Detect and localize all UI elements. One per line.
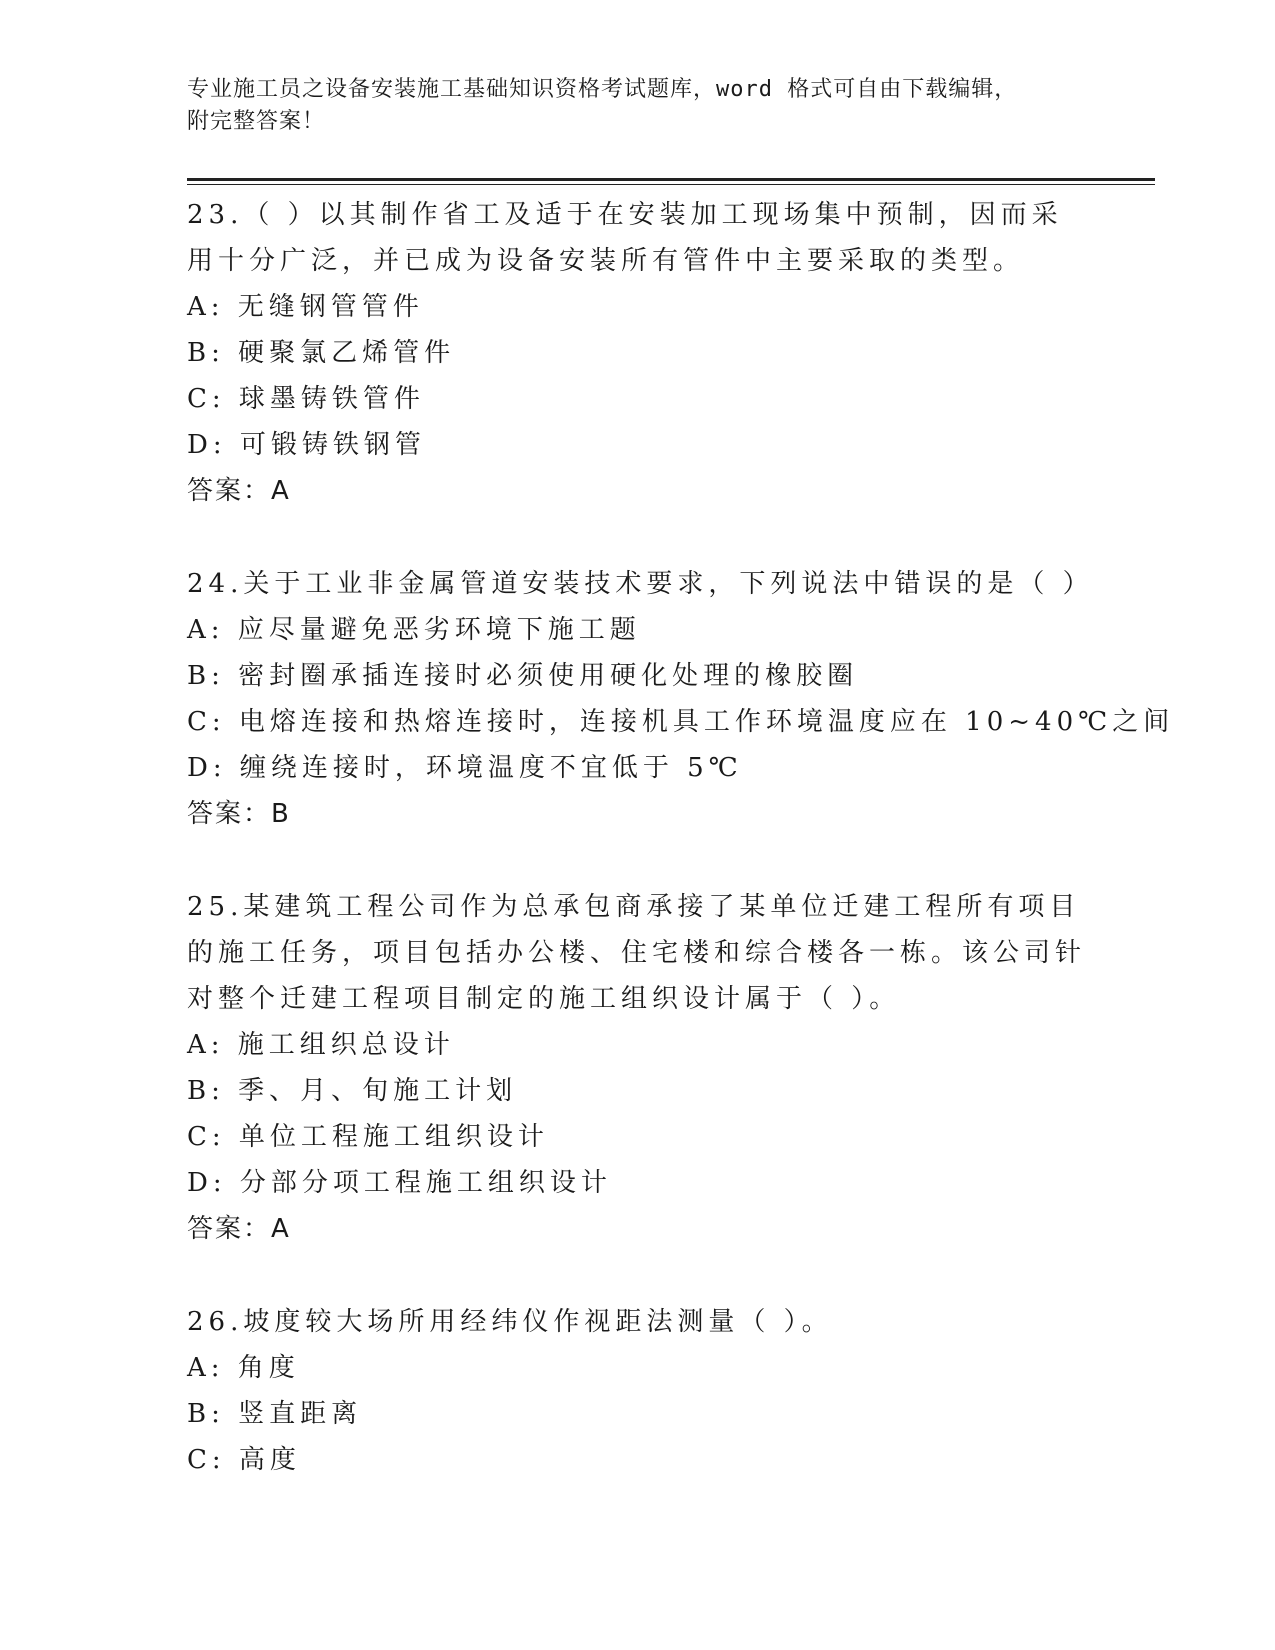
option-a: A: 无缝钢管管件 (187, 292, 424, 322)
option-c: C: 电熔连接和热熔连接时，连接机具工作环境温度应在 10~40℃之间 (187, 707, 1175, 737)
question-text: 25.某建筑工程公司作为总承包商承接了某单位迁建工程所有项目的施工任务，项目包括办公楼、住宅楼和综合楼各一栋。该公司针对整个迁建工程项目制定的施工组织设计属于（ ）。 (187, 892, 1087, 1014)
header-divider-thick (187, 178, 1155, 181)
header-intro-line1: 专业施工员之设备安装施工基础知识资格考试题库，word 格式可自由下载编辑， (187, 77, 1018, 102)
option-c: C: 球墨铸铁管件 (187, 384, 425, 414)
question-24 (187, 561, 1175, 837)
question-text: 26.坡度较大场所用经纬仪作视距法测量（ ）。 (187, 1307, 833, 1337)
option-a: A: 施工组织总设计 (187, 1030, 455, 1060)
option-d: D: 缠绕连接时，环境温度不宜低于 5℃ (187, 753, 743, 783)
option-c: C: 高度 (187, 1445, 301, 1475)
option-a: A: 应尽量避免恶劣环境下施工题 (187, 615, 641, 645)
option-d: D: 可锻铸铁钢管 (187, 430, 426, 460)
answer-label: 答案：B (187, 799, 291, 829)
question-23 (187, 192, 1087, 514)
answer-label: 答案：A (187, 1214, 291, 1244)
header-divider-thin (187, 184, 1155, 185)
option-d: D: 分部分项工程施工组织设计 (187, 1168, 612, 1198)
answer-label: 答案：A (187, 476, 291, 506)
header-intro-line2: 附完整答案！ (187, 109, 326, 134)
option-b: B: 密封圈承插连接时必须使用硬化处理的橡胶圈 (187, 661, 859, 691)
option-c: C: 单位工程施工组织设计 (187, 1122, 549, 1152)
question-26 (187, 1299, 1087, 1483)
question-text: 23.（ ）以其制作省工及适于在安装加工现场集中预制，因而采用十分广泛，并已成为设备安装所有管件中主要采取的类型。 (187, 200, 1063, 276)
option-a: A: 角度 (187, 1353, 300, 1383)
question-list (187, 192, 1175, 1530)
option-b: B: 季、月、旬施工计划 (187, 1076, 518, 1106)
question-25 (187, 884, 1087, 1252)
document-header (187, 74, 1087, 138)
option-b: B: 硬聚氯乙烯管件 (187, 338, 456, 368)
question-text: 24.关于工业非金属管道安装技术要求，下列说法中错误的是（ ） (187, 569, 1094, 599)
option-b: B: 竖直距离 (187, 1399, 363, 1429)
